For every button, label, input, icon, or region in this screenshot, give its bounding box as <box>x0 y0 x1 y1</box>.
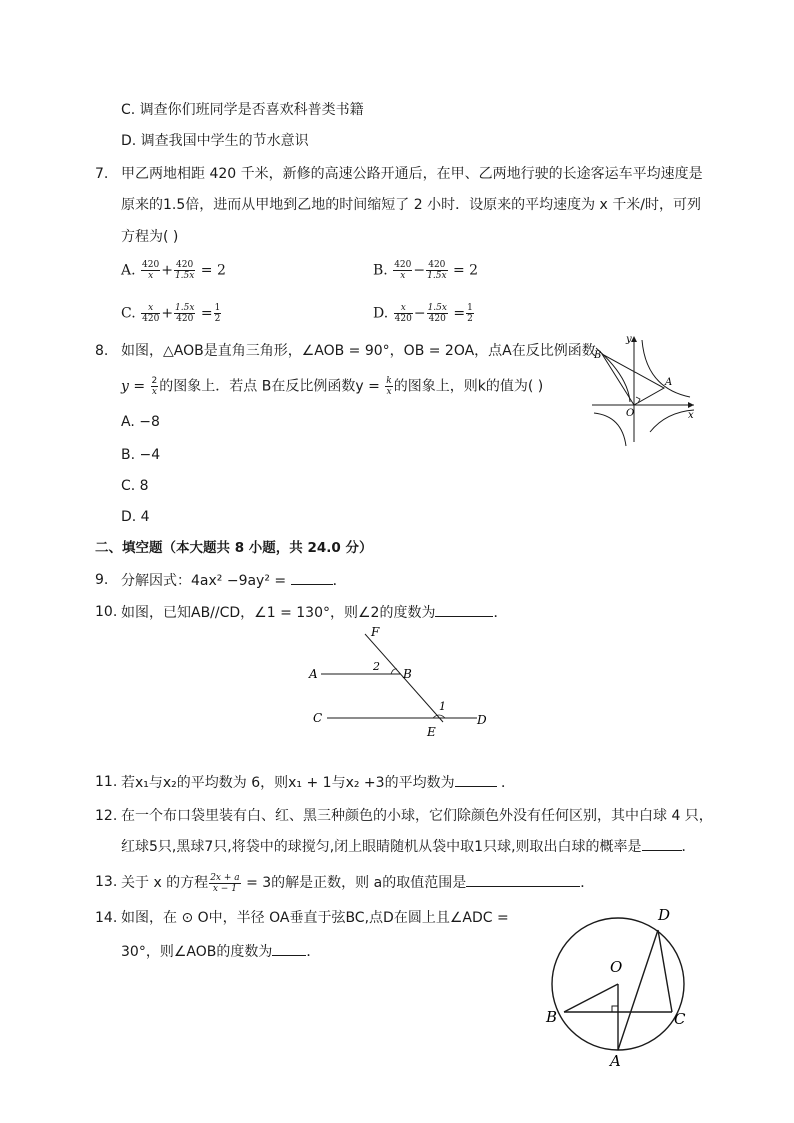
stem-text: 如图，已知AB//CD，∠1 = 130°，则∠2的度数为 <box>121 605 436 621</box>
stem-text: 分解因式：4ax² −9ay² = <box>121 573 291 589</box>
rhs: = 2 <box>200 262 226 279</box>
denominator: x − 1 <box>212 883 237 894</box>
q8-option-b: B. −4 <box>121 447 161 463</box>
q12-stem-line1: 在一个布口袋里装有白、红、黑三种颜色的小球，它们除颜色外没有任何区别，其中白球 4 只， <box>121 808 713 824</box>
label-c: C <box>313 711 323 725</box>
label-d: D <box>477 713 487 727</box>
denominator: 1.5x <box>174 271 195 281</box>
q7-option-c: C. $\frac{x}{420}$ + $\frac{1.5x}{420}$ = $\frac{1}{2}$ <box>121 303 221 324</box>
end-mark: ． <box>580 875 595 891</box>
section-title: 二、填空题（本大题共 8 小题，共 24.0 分） <box>95 540 373 556</box>
numerator: 1.5x <box>427 303 447 313</box>
end-mark: ． <box>493 605 508 621</box>
label-x: x <box>688 410 694 421</box>
answer-blank[interactable] <box>435 602 493 617</box>
answer-blank[interactable] <box>291 570 333 585</box>
label-d: D <box>658 906 671 924</box>
q9-stem <box>121 570 347 591</box>
label-o: O <box>610 958 623 976</box>
label-c: C <box>674 1010 686 1028</box>
question-number: 14. <box>95 910 118 926</box>
q8-option-a: A. −8 <box>121 414 160 430</box>
denominator: x <box>400 271 406 281</box>
numerator: 1 <box>214 303 221 313</box>
numerator: 2 <box>151 376 158 386</box>
q7-option-b <box>373 260 478 281</box>
q8-option-c: C. 8 <box>121 478 149 494</box>
question-number: 7. <box>95 166 109 182</box>
q11-stem <box>121 772 515 793</box>
denominator: 1.5x <box>427 271 447 281</box>
numerator: 1.5x <box>175 303 195 313</box>
label-f: F <box>371 625 380 639</box>
text-segment: 的图象上．若点 B在反比例函数y = <box>159 378 385 395</box>
label-b: B <box>594 350 602 361</box>
numerator: 420 <box>174 260 195 271</box>
operator: − <box>413 262 426 279</box>
q14-circle-figure <box>540 900 710 1068</box>
q7-stem-line1: 甲乙两地相距 420 千米，新修的高速公路开通后，在甲、乙两地行驶的长途客运车平均速度是 <box>121 166 703 182</box>
option-label: B. <box>373 262 388 279</box>
q13-stem <box>121 872 594 894</box>
denominator: x <box>151 387 157 397</box>
denominator: 2 <box>467 314 473 324</box>
end-mark: ． <box>306 944 321 960</box>
denominator: 420 <box>142 314 160 324</box>
label-a: A <box>665 377 673 388</box>
question-number: 13. <box>95 874 118 890</box>
y-equals: y = <box>121 378 150 395</box>
q14-stem-line1: 如图，在 ⊙ O中，半径 OA垂直于弦BC,点D在圆上且∠ADC = <box>121 910 509 926</box>
q7-option-d: D. $\frac{x}{420}$ − $\frac{1.5x}{420}$ = $\frac{1}{2}$ <box>373 303 473 324</box>
label-o: O <box>626 408 635 419</box>
label-angle-1: 1 <box>439 700 446 713</box>
q10-parallel-lines-figure <box>305 622 495 742</box>
numerator: 2x + a <box>210 872 240 883</box>
question-number: 8. <box>95 343 109 359</box>
x-axis-arrow-icon <box>688 402 694 408</box>
q8-hyperbola-figure <box>586 330 700 448</box>
right-angle-mark <box>612 1006 618 1012</box>
hyperbola-branch-k2-lower <box>594 413 626 446</box>
label-b: B <box>546 1008 558 1026</box>
answer-blank[interactable] <box>642 836 682 851</box>
option-label: C. <box>121 305 136 322</box>
end-mark: ． <box>501 775 516 791</box>
option-label: A. <box>121 262 136 279</box>
question-number: 11. <box>95 774 118 790</box>
question-number: 10. <box>95 604 118 620</box>
question-number: 9. <box>95 572 109 588</box>
label-a: A <box>309 667 318 681</box>
label-angle-2: 2 <box>373 660 380 673</box>
q7-option-a <box>121 260 226 281</box>
numerator: k <box>386 376 392 386</box>
operator: − <box>413 305 426 322</box>
q10-stem <box>121 602 507 623</box>
q7-stem-line3: 方程为( ) <box>121 229 179 245</box>
numerator: x <box>394 303 413 314</box>
option-label: D. <box>373 305 389 322</box>
stem-text: = 3的解是正数，则 a的取值范围是 <box>241 875 467 891</box>
rhs: = 2 <box>452 262 479 279</box>
radius-ob <box>564 984 618 1012</box>
denominator: 420 <box>176 314 194 324</box>
q7-stem-line2: 原来的1.5倍，进而从甲地到乙地的时间缩短了 2 小时．设原来的平均速度为 x 千米/时，可列 <box>121 197 701 213</box>
end-mark: ． <box>332 573 347 589</box>
answer-blank[interactable] <box>455 772 497 787</box>
numerator: x <box>141 303 160 314</box>
operator: + <box>161 262 173 279</box>
answer-blank[interactable] <box>466 872 580 887</box>
stem-text: 若x₁与x₂的平均数为 6，则x₁ + 1与x₂ +3的平均数为 <box>121 775 455 791</box>
denominator: 420 <box>428 314 446 324</box>
question-number: 12. <box>95 808 118 824</box>
label-b: B <box>403 667 412 681</box>
numerator: 1 <box>467 303 473 313</box>
end-mark: ． <box>681 839 696 855</box>
q6-option-c: C. 调查你们班同学是否喜欢科普类书籍 <box>121 102 364 118</box>
stem-text: 红球5只,黑球7只,将袋中的球搅匀,闭上眼睛随机从袋中取1只球,则取出白球的概率是 <box>121 839 642 855</box>
q14-stem-line2 <box>121 941 320 962</box>
stem-text: 30°，则∠AOB的度数为 <box>121 944 273 960</box>
y-axis-arrow-icon <box>631 336 637 342</box>
denominator: x <box>386 387 392 397</box>
numerator: 420 <box>142 260 160 270</box>
chord-da <box>618 930 658 1050</box>
numerator: 420 <box>394 260 412 270</box>
label-y: y <box>626 334 632 345</box>
q6-option-d: D. 调查我国中学生的节水意识 <box>121 133 309 149</box>
q8-option-d: D. 4 <box>121 509 150 525</box>
label-e: E <box>427 725 436 739</box>
q12-stem-line2 <box>121 836 696 857</box>
stem-text: 关于 x 的方程 <box>121 875 209 891</box>
denominator: 2 <box>214 314 221 324</box>
triangle-aob <box>602 354 664 405</box>
label-a: A <box>610 1052 621 1068</box>
q8-stem-line2 <box>121 376 543 397</box>
denominator: x <box>148 271 154 281</box>
hyperbola-branch-k2 <box>642 340 690 397</box>
operator: + <box>161 305 174 322</box>
text-segment: 的图象上，则k的值为( ) <box>393 378 544 395</box>
q8-stem-line1: 如图，△AOB是直角三角形，∠AOB = 90°，OB = 2OA，点A在反比例函数 <box>121 343 596 359</box>
denominator: 420 <box>394 314 412 324</box>
numerator: 420 <box>426 260 447 271</box>
answer-blank[interactable] <box>272 941 306 956</box>
